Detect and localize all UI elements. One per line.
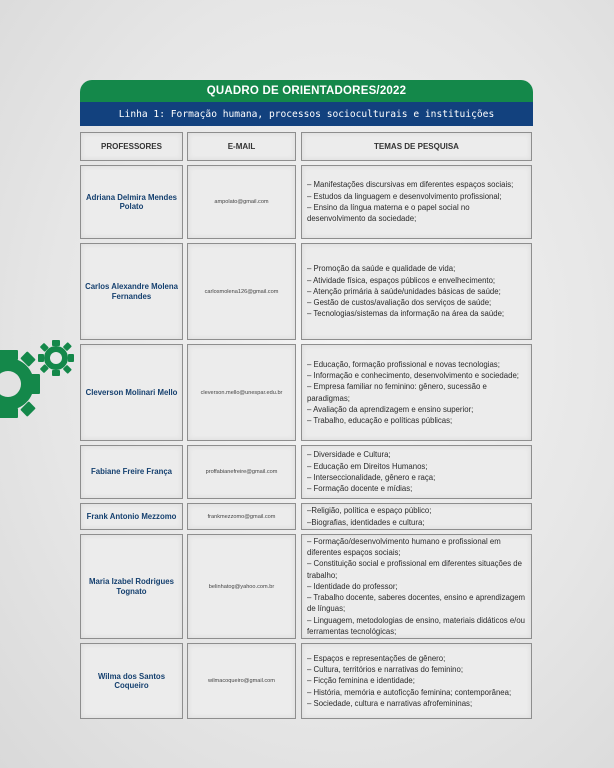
table-row — [80, 445, 533, 499]
professor-name: Frank Antonio Mezzomo — [86, 511, 177, 521]
header-email: E-MAIL — [187, 132, 296, 161]
table-row — [80, 344, 533, 441]
table-row — [80, 243, 533, 340]
topic-item: – Gestão de custos/avaliação dos serviços de saúde; — [307, 298, 492, 308]
topic-item: – Formação/desenvolvimento humano e profissional em diferentes espaços sociais; — [307, 536, 501, 557]
topic-item: – Espaços e representações de gênero; — [307, 653, 446, 663]
table-row — [80, 643, 533, 719]
table-row — [80, 165, 533, 239]
topic-item: – Cultura, territórios e narrativas do feminino; — [307, 665, 464, 675]
topic-item: – Trabalho docente, saberes docentes, ensino e aprendizagem de línguas; — [307, 593, 526, 614]
topics-list — [307, 263, 504, 319]
topics-cell — [301, 534, 532, 639]
topics-list — [307, 505, 431, 528]
gears-decoration — [0, 336, 80, 436]
topic-item: –Religião, política e espaço público; — [307, 506, 432, 516]
topics-cell — [301, 344, 532, 441]
professor-cell — [80, 643, 183, 719]
email-cell — [187, 445, 296, 499]
topic-item: – Informação e conhecimento, desenvolvimento e sociedade; — [307, 370, 519, 380]
topic-item: – Empresa familiar no feminino: gênero, sucessão e paradigmas; — [307, 382, 487, 403]
topics-list — [307, 536, 526, 638]
topic-item: – História, memória e autoficção feminina; contemporânea; — [307, 687, 512, 697]
professor-cell — [80, 243, 183, 340]
topics-cell — [301, 445, 532, 499]
topic-item: – Formação docente e mídias; — [307, 484, 413, 494]
topics-cell — [301, 643, 532, 719]
professor-email-link[interactable]: ampolato@gmail.com — [214, 199, 269, 205]
professor-name: Adriana Delmira Mendes Polato — [86, 192, 177, 211]
topics-cell — [301, 165, 532, 239]
email-cell — [187, 243, 296, 340]
topic-item: – Educação em Direitos Humanos; — [307, 461, 428, 471]
topics-cell — [301, 503, 532, 530]
topics-list — [307, 179, 526, 224]
header-research-topics: TEMAS DE PESQUISA — [301, 132, 532, 161]
topic-item: – Atividade física, espaços públicos e envelhecimento; — [307, 275, 496, 285]
topic-item: – Diversidade e Cultura; — [307, 450, 391, 460]
professor-email-link[interactable]: wilmacoqueiro@gmail.com — [208, 678, 275, 684]
topic-item: – Constituição social e profissional em diferentes situações de trabalho; — [307, 559, 522, 580]
title-banner: QUADRO DE ORIENTADORES/2022 — [80, 80, 533, 102]
email-cell — [187, 165, 296, 239]
professor-cell — [80, 503, 183, 530]
professor-cell — [80, 344, 183, 441]
professor-name: Maria Izabel Rodrigues Tognato — [89, 577, 174, 596]
topic-item: – Atenção primária à saúde/unidades básicas de saúde; — [307, 286, 501, 296]
professor-cell — [80, 445, 183, 499]
professor-email-link[interactable]: frankmezzomo@gmail.com — [207, 513, 276, 520]
topic-item: – Trabalho, educação e políticas públicas; — [307, 416, 453, 426]
topics-list — [307, 653, 511, 709]
research-line-banner: Linha 1: Formação humana, processos socioculturais e instituições — [80, 102, 533, 126]
professor-email-link[interactable]: carlosmolena126@gmail.com — [204, 288, 279, 295]
table-row — [80, 534, 533, 639]
topic-item: –Biografias, identidades e cultura; — [307, 517, 425, 527]
email-cell — [187, 344, 296, 441]
professor-name: Wilma dos Santos Coqueiro — [97, 671, 166, 690]
professor-name: Cleverson Molinari Mello — [85, 387, 178, 397]
topic-item: – Ficção feminina e identidade; — [307, 676, 415, 686]
email-cell — [187, 503, 296, 530]
professor-email-link[interactable]: belinhatog@yahoo.com.br — [208, 583, 275, 590]
email-cell — [187, 643, 296, 719]
professor-email-link[interactable]: proffabianefreire@gmail.com — [205, 469, 278, 475]
topics-list — [307, 359, 526, 427]
topic-item: – Educação, formação profissional e novas tecnologias; — [307, 359, 500, 369]
topic-item: – Promoção da saúde e qualidade de vida; — [307, 264, 456, 274]
topic-item: – Identidade do professor; — [307, 581, 398, 591]
topic-item: – Manifestações discursivas em diferentes espaços sociais; — [307, 180, 514, 190]
advisors-table — [80, 132, 533, 719]
topic-item: – Sociedade, cultura e narrativas afrofemininas; — [307, 698, 473, 708]
topic-item: – Interseccionalidade, gênero e raça; — [307, 473, 436, 482]
topic-item: – Estudos da linguagem e desenvolvimento profissional; — [307, 191, 502, 201]
professor-cell — [80, 534, 183, 639]
professor-email-link[interactable]: cleverson.mello@unespar.edu.br — [200, 389, 283, 396]
header-professors: PROFESSORES — [80, 132, 183, 161]
professor-name: Fabiane Freire França — [90, 467, 173, 477]
topic-item: – Tecnologias/sistemas da informação na área da saúde; — [307, 309, 505, 319]
table-row — [80, 503, 533, 530]
advisors-card — [80, 80, 533, 723]
topics-list — [307, 449, 435, 494]
email-cell — [187, 534, 296, 639]
topic-item: – Ensino da língua materna e o papel social no desenvolvimento da sociedade; — [307, 203, 470, 224]
table-header — [80, 132, 533, 161]
gear-icon — [0, 336, 80, 436]
topic-item: – Avaliação da aprendizagem e ensino superior; — [307, 404, 474, 414]
professor-cell — [80, 165, 183, 239]
professor-name: Carlos Alexandre Molena Fernandes — [85, 282, 178, 301]
topics-cell — [301, 243, 532, 340]
topic-item: – Linguagem, metodologias de ensino, materiais didáticos e/ou ferramentas tecnológicas; — [307, 615, 526, 637]
